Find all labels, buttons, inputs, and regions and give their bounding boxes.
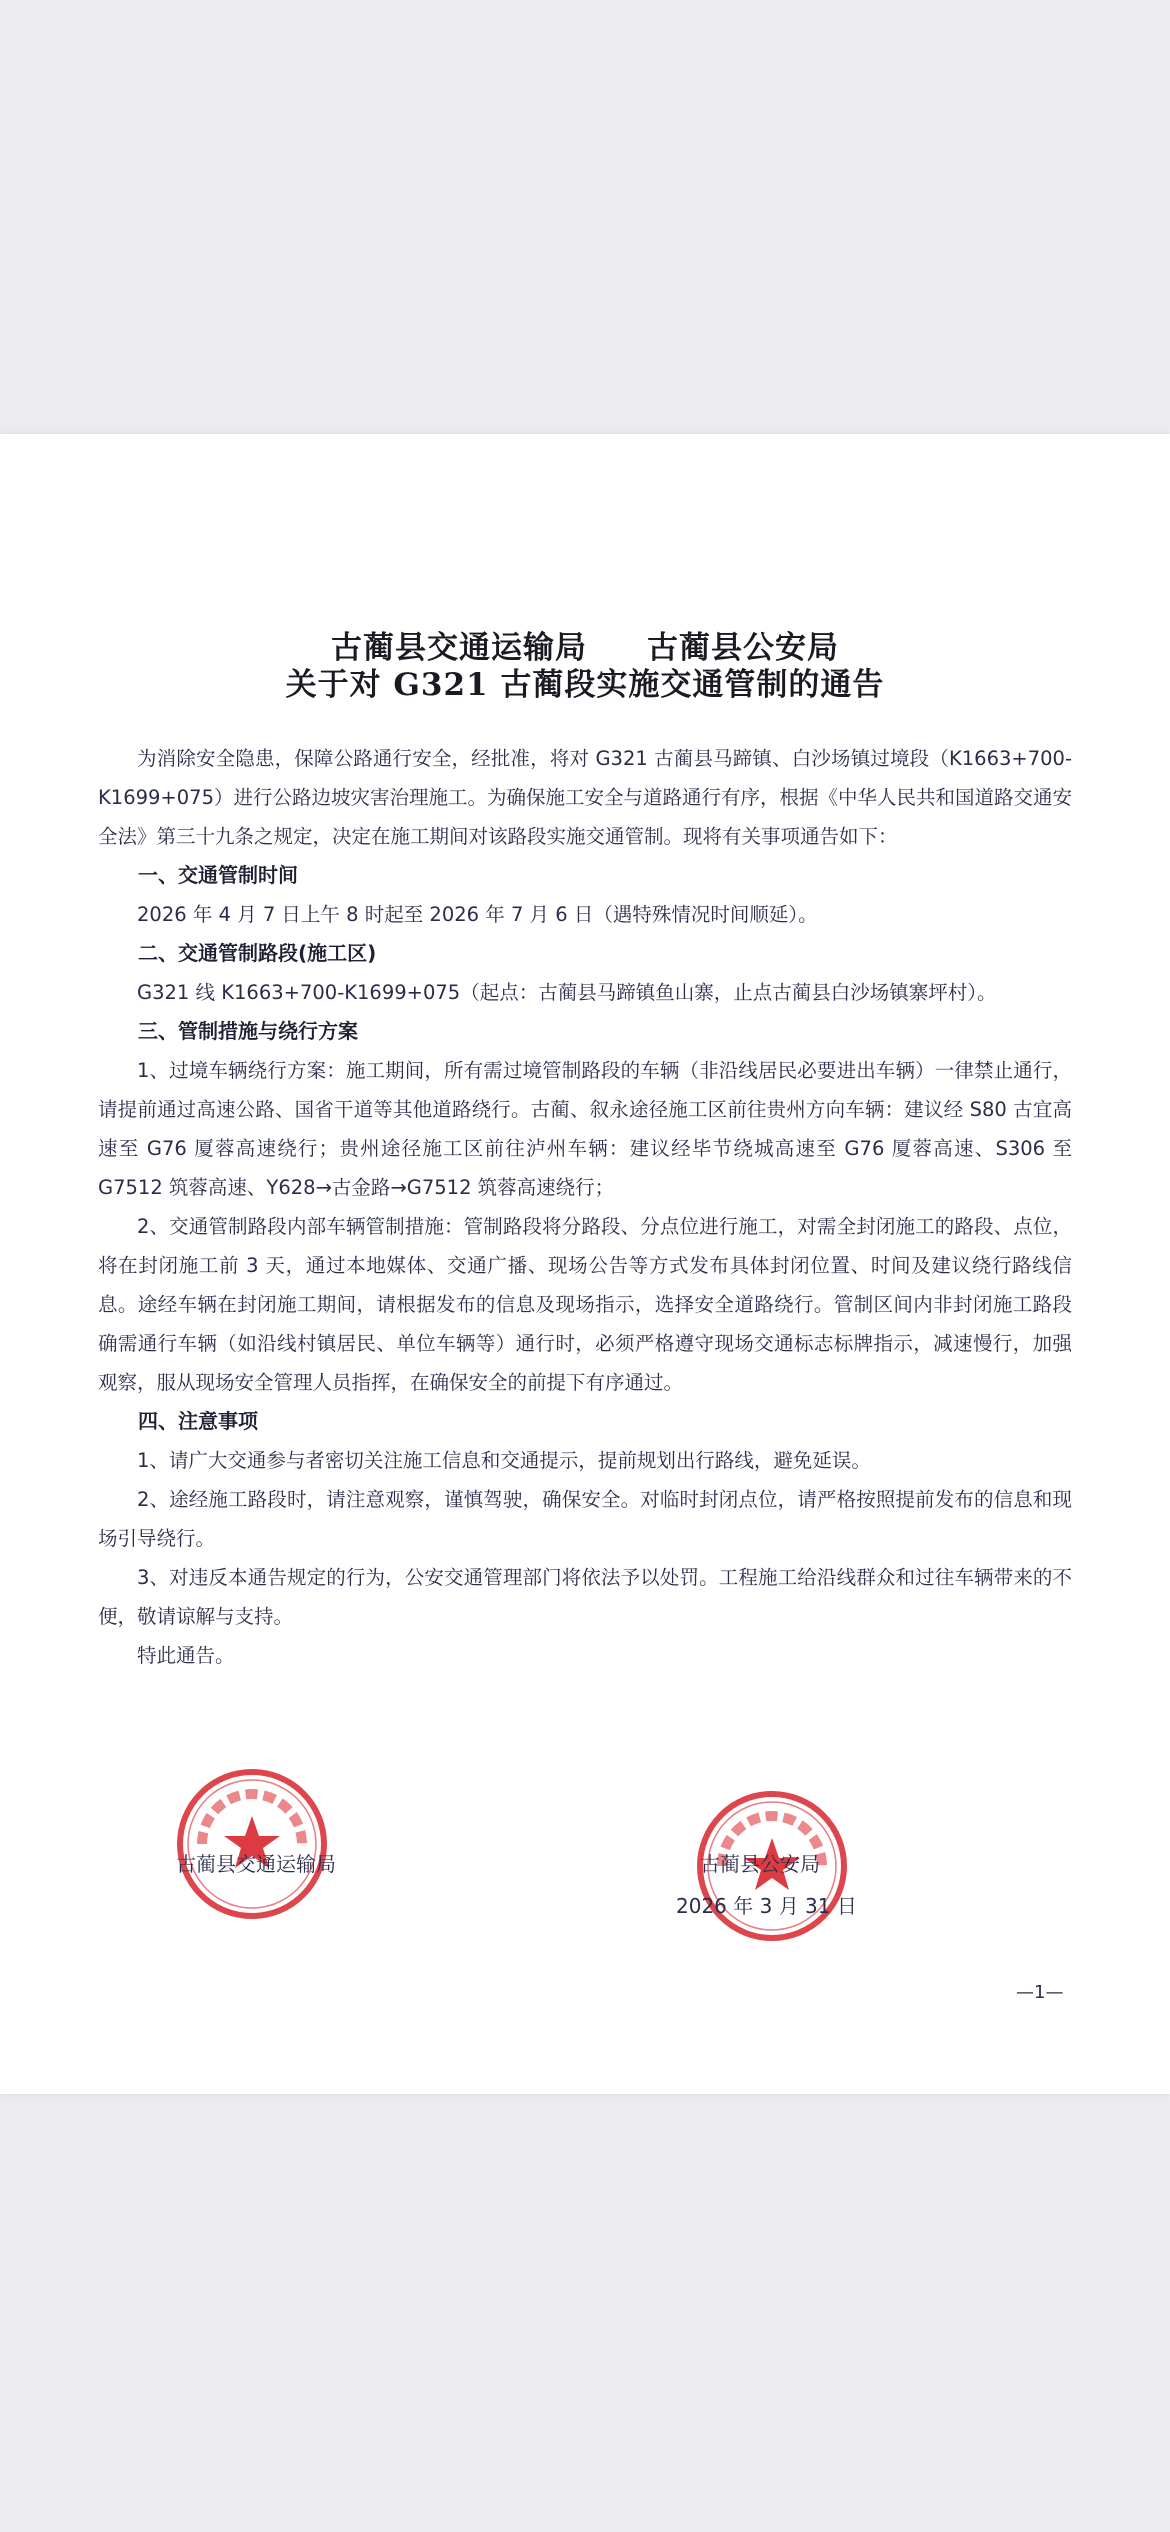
intro-paragraph: 为消除安全隐患，保障公路通行安全，经批准，将对 G321 古蔺县马蹄镇、白沙场镇过境段（K1663+700-K1699+075）进行公路边坡灾害治理施工。为确保施工安全与道路通行有序，根据《中华人民共和国道路交通安全法》第三十九条之规定，决定在施工期间对该路段实施交通管制。现将有关事项通告如下：: [98, 747, 1072, 848]
page-number: —1—: [1016, 1982, 1064, 2003]
issue-date: 2026 年 3 月 31 日: [676, 1894, 857, 1918]
section-2-heading: 二、交通管制路段(施工区): [138, 941, 377, 965]
section-3-paragraph-2: 2、交通管制路段内部车辆管制措施：管制路段将分路段、分点位进行施工，对需全封闭施工的路段、点位，将在封闭施工前 3 天，通过本地媒体、交通广播、现场公告等方式发布具体封闭位置、时间及建议绕行路线信息。途经车辆在封闭施工期间，请根据发布的信息及现场指示，选择安全道路绕行。管制区间内非封闭施工路段确需通行车辆（如沿线村镇居民、单位车辆等）通行时，必须严格遵守现场交通标志标牌指示，减速慢行，加强观察，服从现场安全管理人员指挥，在确保安全的前提下有序通过。: [98, 1215, 1072, 1394]
section-3-heading: 三、管制措施与绕行方案: [138, 1019, 358, 1043]
section-1-paragraph: 2026 年 4 月 7 日上午 8 时起至 2026 年 7 月 6 日（遇特殊情况时间顺延）。: [137, 903, 818, 926]
document-title: 关于对 G321 古蔺段实施交通管制的通告: [285, 667, 885, 703]
section-4-heading: 四、注意事项: [138, 1409, 258, 1433]
title-org-transport: 古蔺县交通运输局: [331, 630, 587, 666]
section-4-paragraph-2: 2、途经施工路段时，请注意观察，谨慎驾驶，确保安全。对临时封闭点位，请严格按照提前发布的信息和现场引导绕行。: [98, 1488, 1072, 1550]
signatory-police-bureau: 古蔺县公安局: [700, 1852, 820, 1876]
section-3-paragraph-1: 1、过境车辆绕行方案：施工期间，所有需过境管制路段的车辆（非沿线居民必要进出车辆）一律禁止通行，请提前通过高速公路、国省干道等其他道路绕行。古蔺、叙永途径施工区前往贵州方向车辆：建议经 S80 古宜高速至 G76 厦蓉高速绕行；贵州途径施工区前往泸州车辆：建议经毕节绕城高速至 G76 厦蓉高速、S306 至 G7512 筑蓉高速、Y628→古金路→G7512 筑蓉高速绕行；: [98, 1059, 1072, 1199]
signatory-transport-bureau: 古蔺县交通运输局: [176, 1852, 336, 1876]
document-body: [98, 739, 1072, 1675]
section-4-paragraph-3: 3、对违反本通告规定的行为，公安交通管理部门将依法予以处罚。工程施工给沿线群众和过往车辆带来的不便，敬请谅解与支持。: [98, 1566, 1072, 1628]
section-2-paragraph: G321 线 K1663+700-K1699+075（起点：古蔺县马蹄镇鱼山寨，止点古蔺县白沙场镇寨坪村）。: [137, 981, 997, 1004]
document-page: [0, 434, 1170, 2094]
transport-bureau-seal: [172, 1764, 332, 1924]
closing-text: 特此通告。: [137, 1644, 235, 1667]
title-org-police: 古蔺县公安局: [647, 630, 839, 666]
section-4-paragraph-1: 1、请广大交通参与者密切关注施工信息和交通提示，提前规划出行路线，避免延误。: [137, 1449, 871, 1472]
section-1-heading: 一、交通管制时间: [138, 863, 298, 887]
